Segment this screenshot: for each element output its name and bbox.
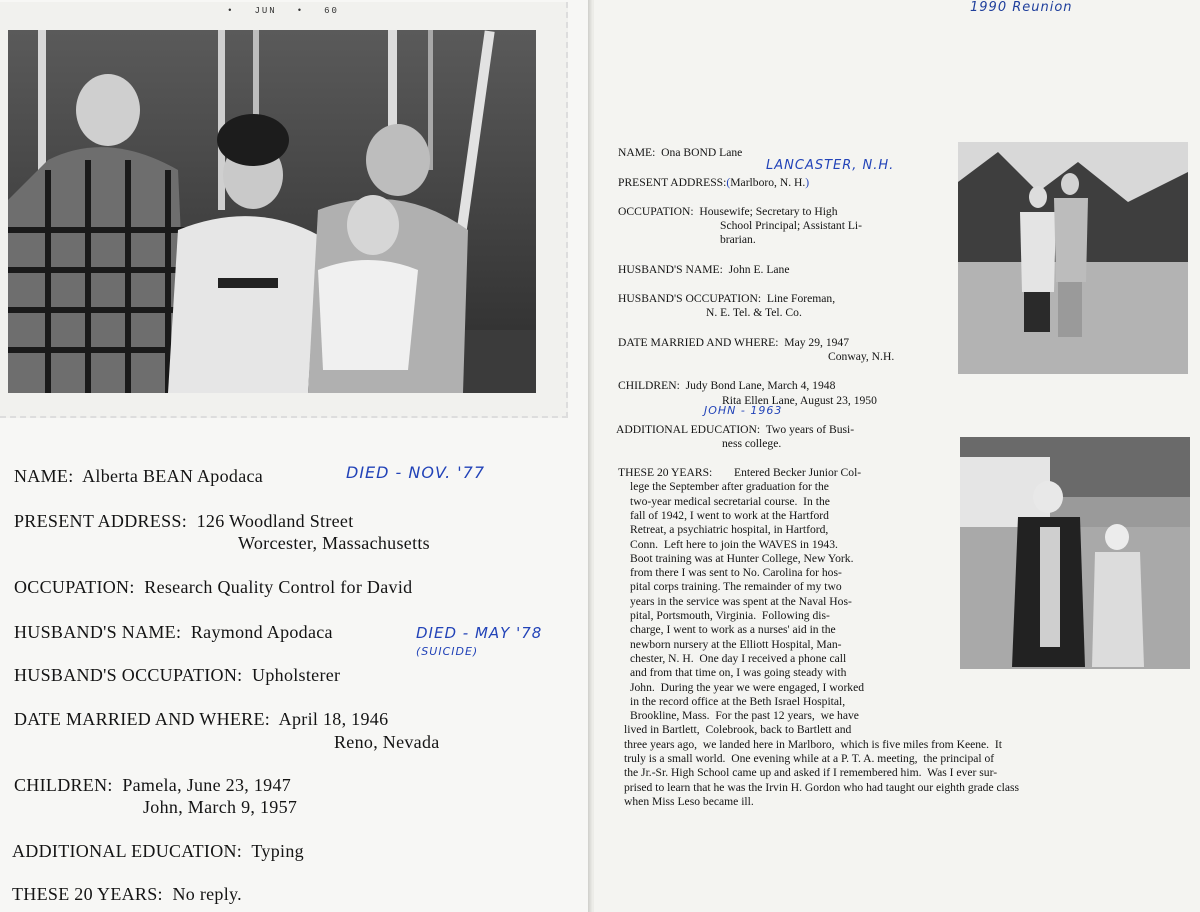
story-line: newborn nursery at the Elliott Hospital, Man-: [630, 637, 842, 651]
children-handwritten-note: JOHN - 1963: [704, 404, 783, 417]
r-field-education: ADDITIONAL EDUCATION: Two years of Busi-: [616, 423, 855, 436]
husband-handwritten-note: DIED - MAY '78: [416, 624, 543, 642]
field-date-married: DATE MARRIED AND WHERE: April 18, 1946: [14, 709, 389, 729]
field-additional-education: ADDITIONAL EDUCATION: Typing: [12, 841, 304, 861]
field-children: CHILDREN: Pamela, June 23, 1947: [14, 775, 292, 795]
r-field-husband-name: HUSBAND'S NAME: John E. Lane: [618, 263, 790, 276]
left-page: [0, 0, 590, 912]
story-line: Brookline, Mass. For the past 12 years, we have: [630, 709, 859, 723]
field-these-20-years: THESE 20 YEARS: No reply.: [12, 884, 242, 904]
story-line: prised to learn that he was the Irvin H. Gordon who had taught our eighth grade class: [624, 780, 1020, 794]
r-field-married-line2: Conway, N.H.: [828, 350, 895, 363]
husband-handwritten-note-2: (SUICIDE): [416, 645, 479, 658]
name-handwritten-note: DIED - NOV. '77: [346, 463, 486, 482]
r-field-married: DATE MARRIED AND WHERE: May 29, 1947: [618, 336, 850, 349]
story-line: charge, I went to work as a nurses' aid in the: [630, 623, 836, 637]
story-line: truly is a small world. One evening while at a P. T. A. meeting, the principal of: [624, 752, 995, 765]
r-field-occupation: OCCUPATION: Housewife; Secretary to High: [618, 205, 838, 218]
story-line: chester, N. H. One day I received a phone call: [630, 651, 847, 665]
address-handwritten-note: LANCASTER, N.H.: [766, 158, 895, 173]
r-field-education-line2: ness college.: [722, 437, 782, 450]
r-field-husband-occupation: HUSBAND'S OCCUPATION: Line Foreman,: [618, 292, 836, 305]
r-field-children: CHILDREN: Judy Bond Lane, March 4, 1948: [618, 379, 836, 392]
field-occupation: OCCUPATION: Research Quality Control for David: [14, 577, 413, 597]
story-line: three years ago, we landed here in Marlboro, which is five miles from Keene. It: [624, 737, 1002, 751]
photo-date-stamp: • JUN • 60: [227, 6, 339, 16]
field-present-address-line2: Worcester, Massachusetts: [238, 533, 430, 553]
field-present-address: PRESENT ADDRESS: 126 Woodland Street: [14, 511, 354, 531]
couple-photo: [958, 142, 1188, 374]
story-line: years in the service was spent at the Naval Hos-: [630, 594, 852, 608]
story-line: two-year medical secretarial course. In the: [630, 494, 830, 508]
story-line: the Jr.-Sr. High School came up and asked if I remembered him. Was I ever sur-: [624, 766, 998, 780]
header-handwritten-note: 1990 Reunion: [970, 0, 1073, 15]
field-date-married-line2: Reno, Nevada: [334, 732, 440, 752]
field-husband-name: HUSBAND'S NAME: Raymond Apodaca: [14, 622, 333, 642]
family-snapshot: [0, 2, 568, 418]
r-field-husband-occupation-line2: N. E. Tel. & Tel. Co.: [706, 306, 802, 319]
story-line: pital, Portsmouth, Virginia. Following dis-: [630, 609, 830, 622]
story-line: fall of 1942, I went to work at the Hartford: [630, 508, 829, 522]
story-line: lived in Bartlett, Colebrook, back to Bartlett and: [624, 723, 852, 737]
family-photo: [8, 30, 536, 393]
r-field-address: PRESENT ADDRESS:(Marlboro, N. H.): [618, 176, 810, 189]
story-line: Retreat, a psychiatric hospital, in Hartford,: [630, 523, 829, 537]
right-page: [594, 0, 1200, 912]
story-line: Entered Becker Junior Col-: [734, 466, 862, 479]
story-line: John. During the year we were engaged, I worked: [630, 680, 865, 694]
story-line: pital corps training. The remainder of my two: [630, 580, 842, 594]
field-husband-occupation: HUSBAND'S OCCUPATION: Upholsterer: [14, 665, 341, 685]
r-field-name: NAME: Ona BOND Lane: [618, 146, 743, 159]
story-line: Conn. Left here to join the WAVES in 1943.: [630, 537, 838, 551]
story-line: Boot training was at Hunter College, New York.: [630, 551, 854, 565]
r-field-occupation-line2: School Principal; Assistant Li-: [720, 219, 863, 232]
r-field-children-line2: Rita Ellen Lane, August 23, 1950: [722, 394, 877, 407]
story-line: when Miss Leso became ill.: [624, 794, 754, 808]
r-field-occupation-line3: brarian.: [720, 233, 756, 246]
story-line: and from that time on, I was going steady with: [630, 666, 847, 680]
story-line: from there I was sent to No. Carolina for hos-: [630, 566, 842, 580]
mother-daughter-photo: [960, 437, 1190, 669]
story-line: in the record office at the Beth Israel Hospital,: [630, 694, 846, 708]
field-children-line2: John, March 9, 1957: [143, 797, 298, 817]
field-name: NAME: Alberta BEAN Apodaca: [14, 466, 264, 486]
story-line: lege the September after graduation for the: [630, 480, 829, 494]
r-story-label: THESE 20 YEARS:: [618, 466, 713, 479]
